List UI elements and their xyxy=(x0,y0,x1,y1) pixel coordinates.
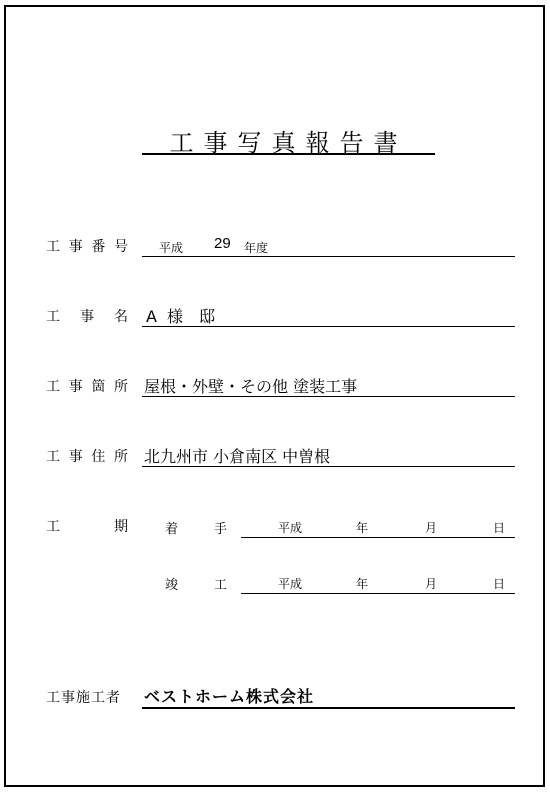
construction-name-label: 工 事 名 xyxy=(46,309,128,325)
construction-number-year: 29 xyxy=(214,235,231,252)
document-title: 工事写真報告書 xyxy=(169,129,408,157)
construction-location-rule xyxy=(142,396,515,397)
construction-name-value: A 様 邸 xyxy=(146,307,215,326)
start-date-label: 着 手 xyxy=(165,522,227,537)
completion-date-day-unit: 日 xyxy=(493,577,506,591)
title-underline xyxy=(142,153,435,155)
construction-number-era: 平成 xyxy=(159,241,184,255)
construction-location-value: 屋根・外壁・その他 塗装工事 xyxy=(144,377,358,396)
start-date-year-unit: 年 xyxy=(356,521,369,535)
contractor-value: ベストホーム株式会社 xyxy=(144,687,315,706)
completion-date-era: 平成 xyxy=(278,577,303,591)
construction-location-label: 工 事 箇 所 xyxy=(46,379,128,395)
completion-date-month-unit: 月 xyxy=(425,577,438,591)
completion-date-year-unit: 年 xyxy=(356,577,369,591)
construction-period-label: 工 期 xyxy=(46,519,128,535)
construction-address-value: 北九州市 小倉南区 中曽根 xyxy=(144,447,331,466)
start-date-rule xyxy=(241,537,515,538)
construction-number-year-suffix: 年度 xyxy=(244,241,269,255)
construction-address-rule xyxy=(142,466,515,467)
start-date-day-unit: 日 xyxy=(493,521,506,535)
start-date-month-unit: 月 xyxy=(425,521,438,535)
construction-number-label: 工 事 番 号 xyxy=(46,239,128,255)
completion-date-label: 竣 工 xyxy=(165,578,227,593)
start-date-era: 平成 xyxy=(278,521,303,535)
construction-number-rule xyxy=(142,256,515,257)
contractor-label: 工事施工者 xyxy=(46,690,121,706)
completion-date-rule xyxy=(241,593,515,594)
construction-name-rule xyxy=(142,326,515,327)
contractor-rule xyxy=(142,707,515,709)
construction-address-label: 工 事 住 所 xyxy=(46,449,128,465)
